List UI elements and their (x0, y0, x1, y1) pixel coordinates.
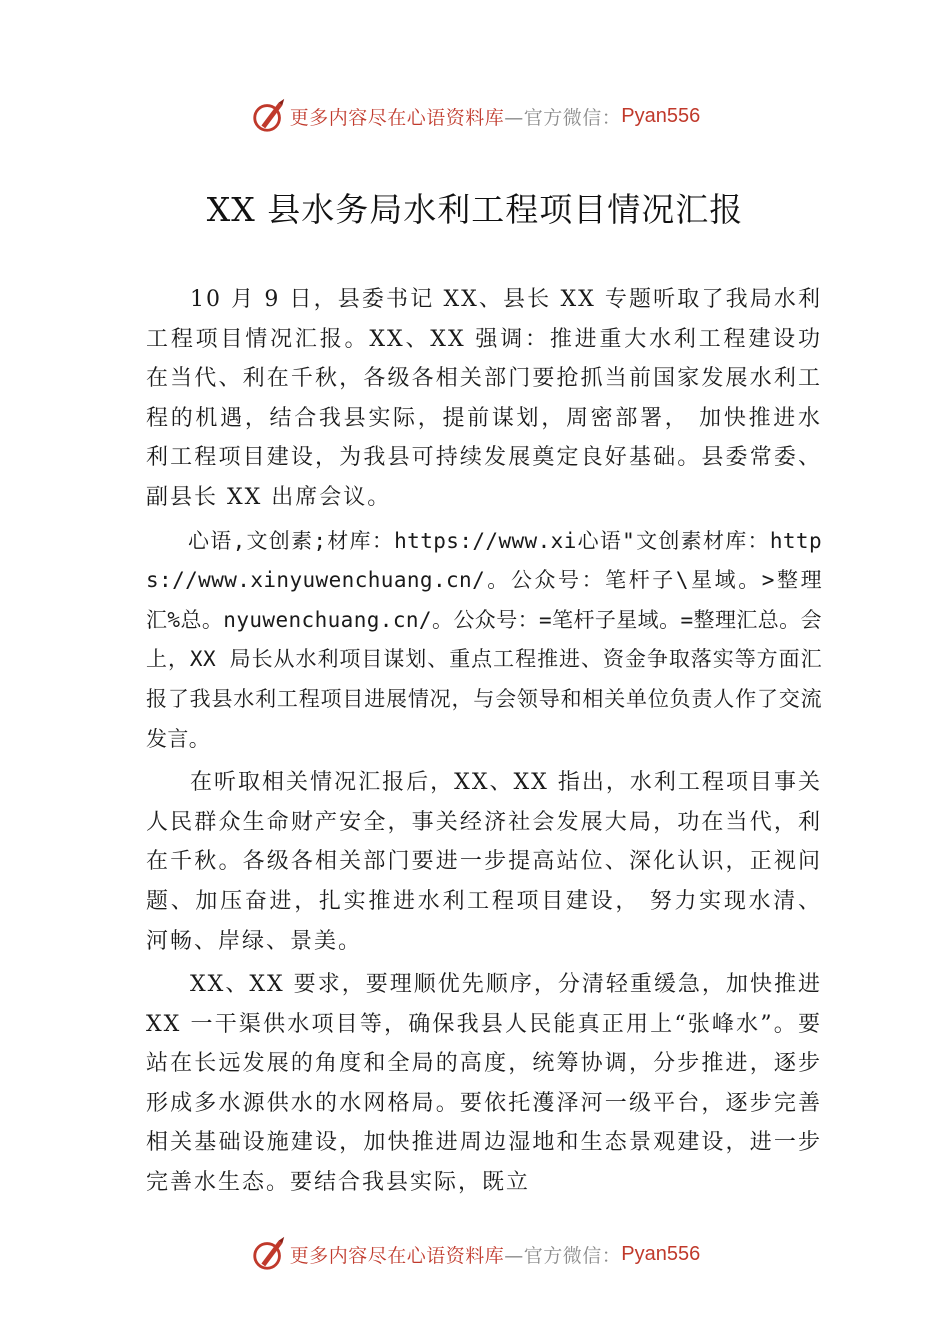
banner-main-text: 更多内容尽在心语资料库 (289, 1244, 505, 1267)
footer-watermark-banner (0, 1232, 950, 1276)
banner-wechat-id: Pyan556 (621, 1242, 701, 1265)
header-watermark-banner (0, 94, 950, 138)
paragraph-1: 10 月 9 日，县委书记 XX、县长 XX 专题听取了我局水利工程项目情况汇报。XX、XX 强调：推进重大水利工程建设功在当代、利在千秋，各级各相关部门要抢抓当前国家发展水利工程的机遇，结合我县实际，提前谋划，周密部署， 加快推进水利工程项目建设，为我县可持续发展奠定良好基础。县委常委、副县长 XX 出席会议。 (146, 287, 822, 510)
paragraph-2: 心语,文创素;材库：https://www.xi心语"文创素材库：https://www.xinyuwenchuang.cn/。公众号：笔杆子\星域。>整理汇%总。nyuwenchuang.cn/。公众号：=笔杆子星域。=整理汇总。会上，XX 局长从水利项目谋划、重点工程推进、资金争取落实等方面汇报了我县水利工程项目进展情况，与会领导和相关单位负责人作了交流发言。 (146, 528, 822, 751)
document-title: XX 县水务局水利工程项目情况汇报 (206, 190, 744, 229)
paragraph-3: 在听取相关情况汇报后，XX、XX 指出，水利工程项目事关人民群众生命财产安全，事关经济社会发展大局，功在当代，利在千秋。各级各相关部门要进一步提高站位、深化认识，正视问题、加压奋进，扎实推进水利工程项目建设， 努力实现水清、河畅、岸绿、景美。 (146, 770, 822, 954)
banner-sub-text: —官方微信： (504, 106, 622, 129)
banner-sub-text: —官方微信： (504, 1244, 622, 1267)
banner-wechat-id: Pyan556 (621, 104, 701, 127)
quill-logo-icon (250, 1235, 288, 1273)
banner-main-text: 更多内容尽在心语资料库 (289, 106, 505, 129)
paragraph-4: XX、XX 要求，要理顺优先顺序，分清轻重缓急，加快推进 XX 一干渠供水项目等，确保我县人民能真正用上“张峰水”。要站在长远发展的角度和全局的高度，统筹协调，分步推进，逐步形成多水源供水的水网格局。要依托濩泽河一级平台，逐步完善相关基础设施建设，加快推进周边湿地和生态景观建设，进一步完善水生态。要结合我县实际，既立 (146, 972, 822, 1196)
quill-logo-icon (250, 97, 288, 135)
document-body (146, 280, 822, 1207)
